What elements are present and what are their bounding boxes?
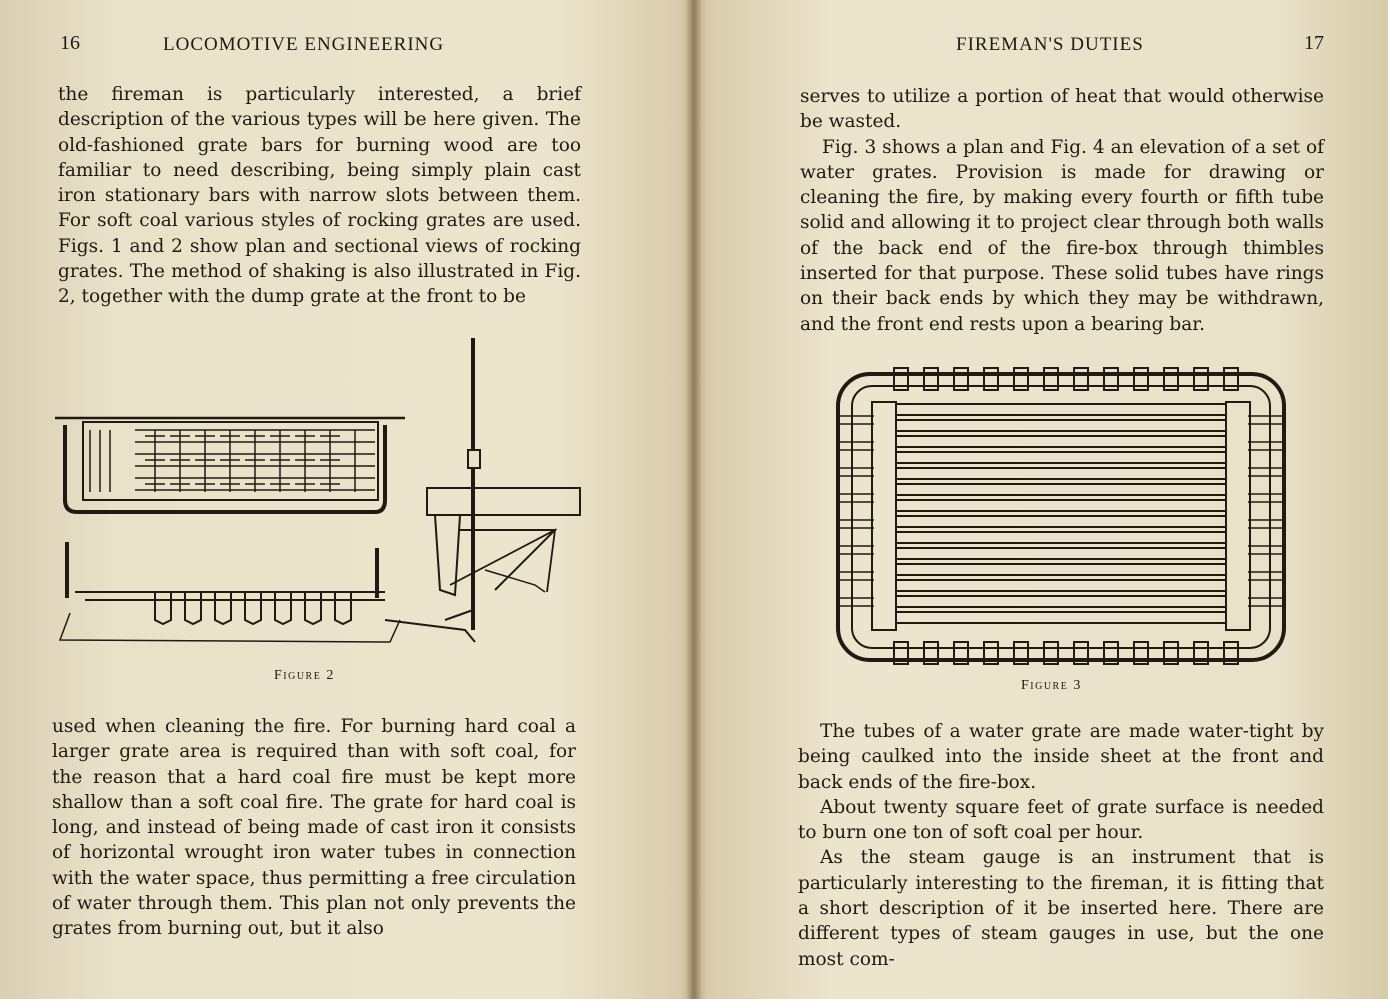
left-paragraph-top bbox=[58, 82, 581, 310]
right-text-bottom bbox=[798, 719, 1324, 972]
paragraph-text: The tubes of a water grate are made water-tight by being caulked into the inside sheet at the front and back ends of the fire-box. bbox=[798, 721, 1324, 793]
figure-3-illustration bbox=[834, 364, 1288, 668]
paragraph-text: About twenty square feet of grate surface is needed to burn one ton of soft coal per hour. bbox=[798, 796, 1324, 844]
figure-2-illustration bbox=[55, 330, 590, 665]
right-page bbox=[694, 0, 1388, 999]
paragraph-text: used when cleaning the fire. For burning hard coal a larger grate area is required than with soft coal, for the reason that a hard coal fire must be kept more shallow than a soft coal fire. The grate for hard coal is long, and instead of being made of cast iron it consists of horizontal wrought iron water tubes in connection with the water space, thus permitting a free circulation of water through them. This plan not only prevents the grates from burning out, but it also bbox=[52, 716, 576, 940]
paragraph-text: the fireman is particularly interested, a brief description of the various types will be here given. The old-fashioned grate bars for burning wood are too familiar to need describing, being simply plain cast iron stationary bars with narrow slots between them. For soft coal various styles of rocking grates are used. Figs. 1 and 2 show plan and sectional views of rocking grates. The method of shaking is also illustrated in Fig. 2, together with the dump grate at the front to be bbox=[58, 84, 581, 308]
page-number-right: 17 bbox=[1304, 32, 1324, 54]
figure-2-caption: Figure 2 bbox=[274, 668, 335, 683]
paragraph-text: As the steam gauge is an instrument that is particularly interesting to the fireman, it is fitting that a short description of it be inserted here. There are different types of steam gauges in use, but the one most com- bbox=[798, 847, 1324, 970]
page-number-left: 16 bbox=[60, 32, 80, 54]
left-paragraph-bottom bbox=[52, 714, 576, 942]
figure-3-caption: Figure 3 bbox=[1021, 678, 1082, 693]
right-text-top bbox=[800, 84, 1324, 337]
running-header-left: LOCOMOTIVE ENGINEERING bbox=[163, 34, 445, 55]
paragraph-text: serves to utilize a portion of heat that would otherwise be wasted. bbox=[800, 86, 1324, 133]
paragraph-text: Fig. 3 shows a plan and Fig. 4 an elevation of a set of water grates. Provision is made for drawing or cleaning the fire, by making every fourth or fifth tube solid and allowing it to project clear through both walls of the back end of the fire-box through thimbles inserted for that purpose. These solid tubes have rings on their back ends by which they may be withdrawn, and the front end rests upon a bearing bar. bbox=[800, 136, 1324, 335]
running-header-right: FIREMAN'S DUTIES bbox=[956, 34, 1144, 55]
